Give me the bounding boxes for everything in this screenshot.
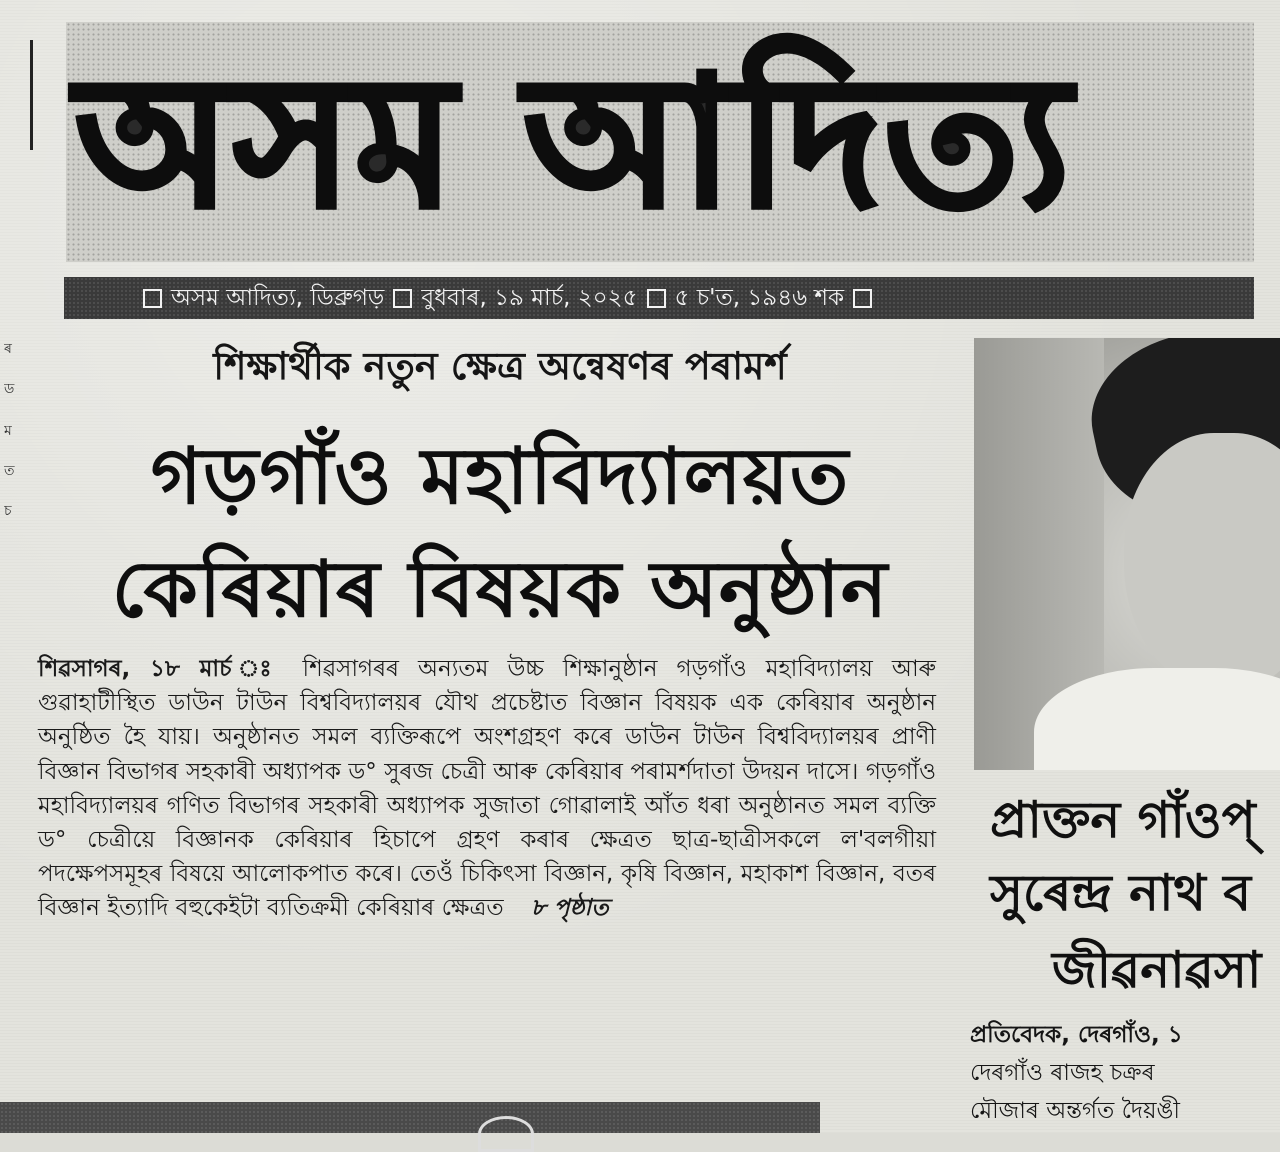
- masthead-dateline: [64, 277, 1254, 319]
- dateline-local-date: ৫ চ'ত, ১৯৪৬ শক: [674, 284, 845, 311]
- article-kicker: শিক্ষাৰ্থীক নতুন ক্ষেত্ৰ অন্বেষণৰ পৰামৰ্শ: [213, 344, 787, 388]
- text-fragment: ত: [4, 463, 15, 479]
- article-body: [38, 652, 936, 926]
- emblem-icon: [478, 1116, 534, 1152]
- side-text-line: দেৰগাঁও ৰাজহ চক্ৰৰ: [970, 1060, 1155, 1086]
- previous-page-edge: [0, 0, 34, 1133]
- side-text-line: মৌজাৰ অন্তৰ্গত দৈয়ঙী: [970, 1098, 1180, 1124]
- bottom-banner: [0, 1102, 820, 1133]
- square-bullet-icon: [853, 289, 872, 308]
- masthead: [66, 22, 1254, 262]
- article-headline-line-2: কেৰিয়াৰ বিষয়ক অনুষ্ঠান: [111, 545, 889, 635]
- continued-on-page: ৮ পৃষ্ঠাত: [531, 895, 609, 922]
- newspaper-title: অসম আদিত্য: [76, 39, 1074, 246]
- text-fragment: ম: [4, 423, 12, 439]
- side-headline-line-3: জীৱনাৱসা: [1052, 941, 1262, 999]
- side-headline-line-2: সুৰেন্দ্ৰ নাথ ব: [990, 864, 1252, 922]
- text-fragment: চ: [4, 503, 12, 519]
- article-headline-line-1: গড়গাঁও মহাবিদ্যালয়ত: [150, 432, 850, 522]
- dateline-date: বুধবাৰ, ১৯ মাৰ্চ, ২০২৫: [421, 284, 638, 311]
- text-fragment: ৰ: [4, 341, 12, 357]
- article-text: শিৱসাগৰৰ অন্যতম উচ্চ শিক্ষানুষ্ঠান গড়গাঁও মহাবিদ্যালয় আৰু গুৱাহাটীস্থিত ডাউন টাউন বিশ্ববিদ্যালয়ৰ যৌথ প্ৰচেষ্টাত বিজ্ঞান বিষয়ক এক কেৰিয়াৰ অনুষ্ঠান অনুষ্ঠিত হৈ যায়। অনুষ্ঠানত সমল ব্যক্তিৰূপে অংশগ্ৰহণ কৰে ডাউন টাউন বিশ্ববিদ্যালয়ৰ প্ৰাণী বিজ্ঞান বিভাগৰ সহকাৰী অধ্যাপক ড° সুৰজ চেত্ৰী আৰু কেৰিয়াৰ পৰামৰ্শদাতা উদয়ন দাসে। গড়গাঁও মহাবিদ্যালয়ৰ গণিত বিভাগৰ সহকাৰী অধ্যাপক সুজাতা গোৱালাই আঁত ধৰা অনুষ্ঠানত সমল ব্যক্তি ড° চেত্ৰীয়ে বিজ্ঞানক কেৰিয়াৰ হিচাপে গ্ৰহণ কৰাৰ ক্ষেত্ৰত ছাত্ৰ-ছাত্ৰীসকলে ল'বলগীয়া পদক্ষেপসমূহৰ বিষয়ে আলোকপাত কৰে। তেওঁ চিকিৎসা বিজ্ঞান, কৃষি বিজ্ঞান, মহাকাশ বিজ্ঞান, বতৰ বিজ্ঞান ইত্যাদি বহুকেইটা ব্যতিক্ৰমী কেৰিয়াৰ ক্ষেত্ৰত: [38, 656, 937, 922]
- square-bullet-icon: [143, 289, 162, 308]
- dateline-paper: অসম আদিত্য, ডিব্ৰুগড়: [171, 284, 385, 311]
- side-article-body: [970, 1016, 1280, 1130]
- text-fragment: ড: [4, 381, 15, 397]
- side-byline: প্ৰতিবেদক, দেৰগাঁও, ১: [970, 1022, 1183, 1048]
- portrait-photo: [974, 338, 1280, 770]
- side-headline-line-1: প্ৰাক্তন গাঁওপ্: [990, 791, 1256, 849]
- column-rule: [0, 40, 33, 150]
- square-bullet-icon: [647, 289, 666, 308]
- article-dateline: শিৱসাগৰ, ১৮ মাৰ্চ ঃ: [38, 656, 284, 682]
- square-bullet-icon: [393, 289, 412, 308]
